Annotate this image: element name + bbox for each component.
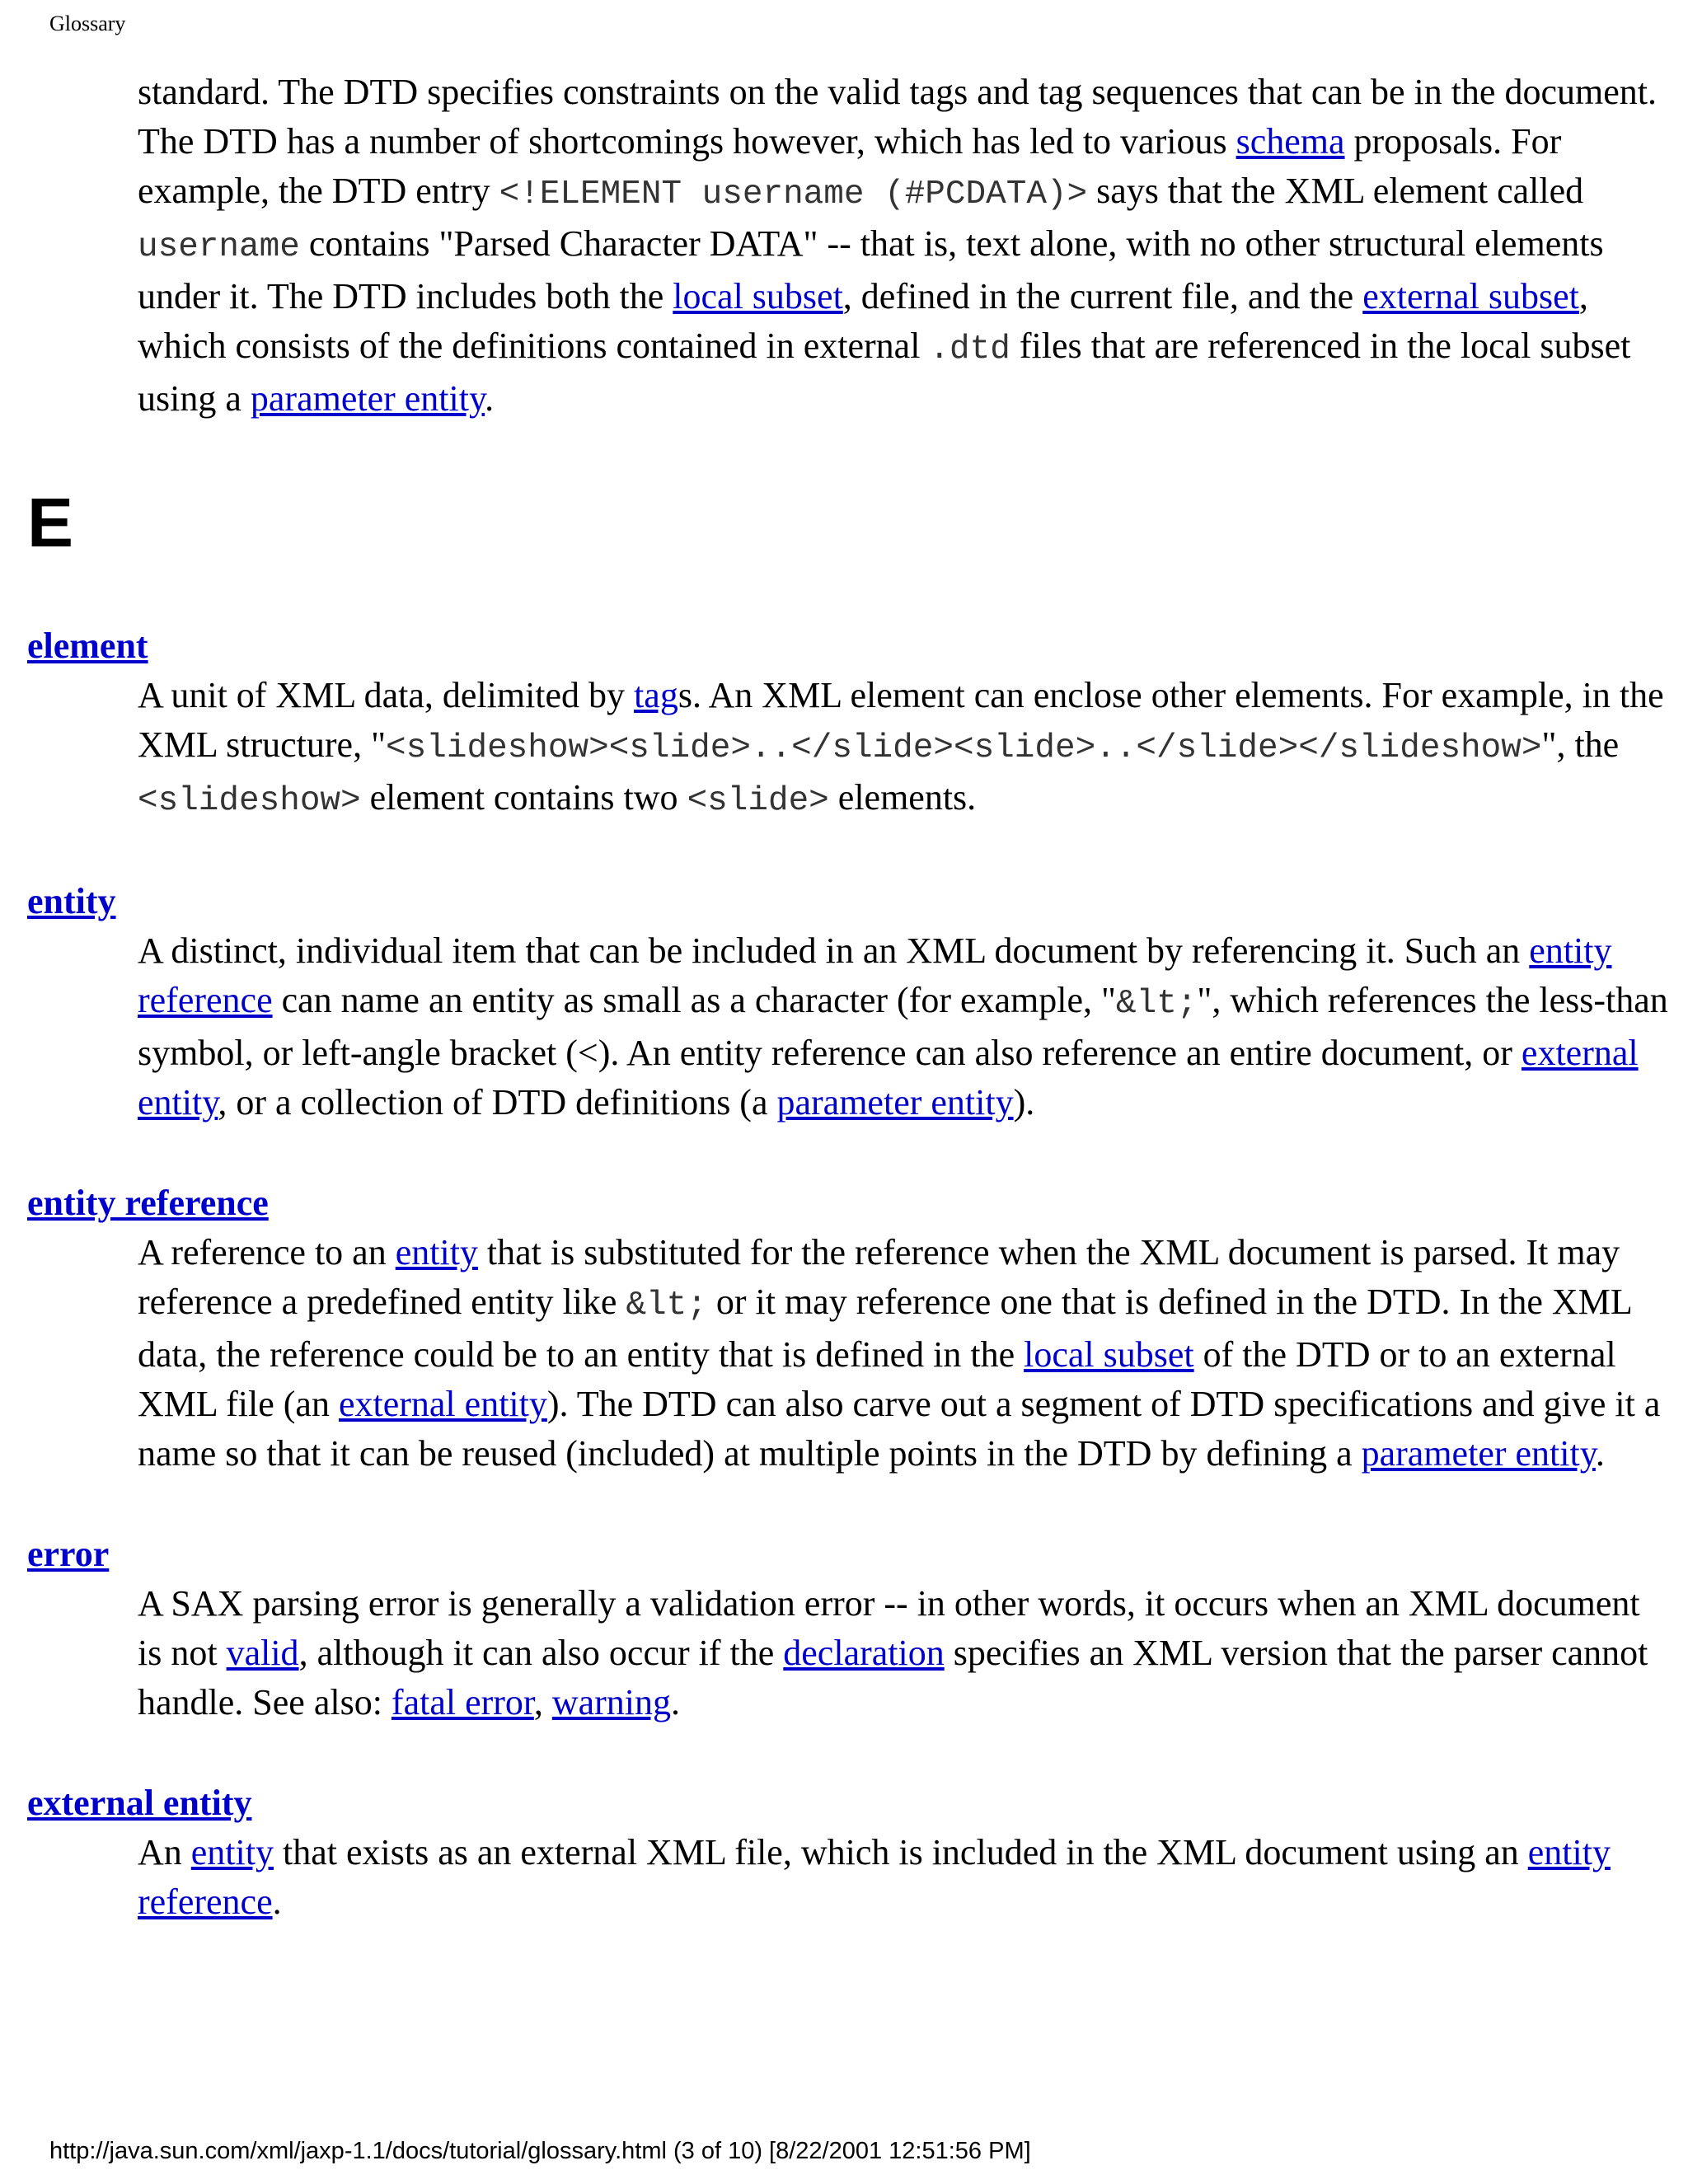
- external-entity-link[interactable]: external entity: [338, 1384, 547, 1424]
- text: standard. The DTD specifies constraints on the valid tags and tag sequences that can be in the document. The DTD has a number of shortcomings however, which has led to various: [138, 72, 1657, 162]
- text: , although it can also occur if the: [298, 1633, 784, 1673]
- definition-entity-reference: [138, 1228, 1671, 1479]
- term-entity-anchor[interactable]: entity: [27, 881, 116, 921]
- page-header-title: Glossary: [49, 12, 126, 35]
- text: elements.: [828, 777, 977, 818]
- parameter-entity-link[interactable]: parameter entity: [776, 1082, 1014, 1122]
- text: , defined in the current file, and the: [842, 276, 1363, 316]
- section-letter-e: E: [27, 484, 74, 561]
- code-username: username: [138, 228, 300, 266]
- text: element contains two: [360, 777, 687, 818]
- external-entity-link[interactable]: external entity: [138, 1033, 1639, 1122]
- definition-element: [138, 671, 1671, 826]
- term-entity-reference: [27, 1179, 1688, 1228]
- parameter-entity-link[interactable]: parameter entity: [250, 378, 485, 419]
- definition-entity: [138, 926, 1671, 1127]
- text: proposals. For example, the DTD entry: [138, 121, 1562, 211]
- text: files that are referenced in the local subset using a: [138, 326, 1631, 419]
- definition-error: [138, 1579, 1671, 1727]
- text: or it may reference one that is defined in the DTD. In the XML data, the reference could be to an entity that is defined in the: [138, 1282, 1632, 1375]
- text: A distinct, individual item that can be included in an XML document by referencing it. Such an: [138, 930, 1530, 971]
- term-external-entity-anchor[interactable]: external entity: [27, 1783, 252, 1823]
- entry-entity-reference: [0, 1179, 1688, 1479]
- text: says that the XML element called: [1087, 171, 1584, 211]
- declaration-link[interactable]: declaration: [783, 1633, 945, 1673]
- local-subset-link[interactable]: local subset: [1024, 1334, 1194, 1375]
- warning-link[interactable]: warning: [551, 1682, 671, 1722]
- term-entity: [27, 877, 1688, 926]
- text: .: [485, 378, 495, 419]
- text: , or a collection of DTD definitions (a: [218, 1082, 777, 1122]
- text: contains "Parsed Character DATA" -- that is, text alone, with no other structural elements under it. The DTD includes both the: [138, 223, 1604, 316]
- entry-element: [0, 621, 1688, 826]
- text: that is substituted for the reference when the XML document is parsed. It may reference a predefined entity like: [138, 1232, 1620, 1322]
- entity-link[interactable]: entity: [190, 1832, 274, 1872]
- term-element: [27, 621, 1688, 671]
- term-entity-reference-anchor[interactable]: entity reference: [27, 1183, 269, 1223]
- text: ).: [1013, 1082, 1035, 1122]
- text: .: [1595, 1433, 1605, 1474]
- text: A unit of XML data, delimited by: [138, 675, 635, 715]
- code-slideshow-structure: <slideshow><slide>..</slide><slide>..</slide></slideshow>: [386, 729, 1542, 767]
- external-subset-link[interactable]: external subset: [1362, 276, 1579, 316]
- text: specifies an XML version that the parser cannot handle. See also:: [138, 1633, 1648, 1722]
- entry-error: [0, 1530, 1688, 1727]
- parameter-entity-link[interactable]: parameter entity: [1361, 1433, 1596, 1474]
- glossary-content: [0, 68, 1688, 1978]
- text: ", which references the less-than symbol, or left-angle bracket (<). An entity reference can also reference an entire document, or: [138, 980, 1668, 1073]
- text: A SAX parsing error is generally a validation error -- in other words, it occurs when an XML document is not: [138, 1583, 1640, 1673]
- text: ,: [533, 1682, 552, 1722]
- definition-external-entity: [138, 1828, 1671, 1927]
- code-lt-entity: &lt;: [626, 1286, 707, 1324]
- text: A reference to an: [138, 1232, 396, 1272]
- valid-link[interactable]: valid: [226, 1633, 299, 1673]
- entry-entity: [0, 877, 1688, 1127]
- term-external-entity: [27, 1779, 1688, 1828]
- entity-reference-link[interactable]: entity reference: [138, 1832, 1611, 1922]
- page-footer-url: http://java.sun.com/xml/jaxp-1.1/docs/tutorial/glossary.html (3 of 10) [8/22/2001 12:51:56 PM]: [49, 2138, 1031, 2164]
- term-error-anchor[interactable]: error: [27, 1534, 110, 1574]
- tag-link[interactable]: tag: [634, 675, 678, 715]
- code-slide: <slide>: [687, 782, 829, 820]
- text: that exists as an external XML file, which is included in the XML document using an: [273, 1832, 1528, 1872]
- text: An: [138, 1832, 191, 1872]
- local-subset-link[interactable]: local subset: [673, 276, 843, 316]
- text: .: [272, 1882, 282, 1922]
- text: , which consists of the definitions contained in external: [138, 276, 1588, 366]
- entity-link[interactable]: entity: [395, 1232, 478, 1272]
- term-error: [27, 1530, 1688, 1579]
- text: .: [671, 1682, 680, 1722]
- text: ). The DTD can also carve out a segment of DTD specifications and give it a name so that it can be reused (included) at multiple points in the DTD by defining a: [138, 1384, 1661, 1474]
- text: ", the: [1541, 724, 1620, 765]
- term-element-anchor[interactable]: element: [27, 626, 148, 666]
- code-dtd-extension: .dtd: [929, 330, 1010, 368]
- dtd-definition-continued: [138, 68, 1671, 424]
- text: of the DTD or to an external XML file (an: [138, 1334, 1616, 1424]
- code-element-username: <!ELEMENT username (#PCDATA)>: [499, 176, 1088, 213]
- code-lt-entity: &lt;: [1115, 985, 1198, 1023]
- code-slideshow: <slideshow>: [138, 782, 361, 820]
- entry-external-entity: [0, 1779, 1688, 1927]
- text: s. An XML element can enclose other elements. For example, in the XML structure, ": [138, 675, 1664, 765]
- schema-link[interactable]: schema: [1236, 121, 1345, 162]
- fatal-error-link[interactable]: fatal error: [391, 1682, 534, 1722]
- entity-reference-link[interactable]: entity reference: [138, 930, 1612, 1020]
- text: can name an entity as small as a character (for example, ": [272, 980, 1116, 1020]
